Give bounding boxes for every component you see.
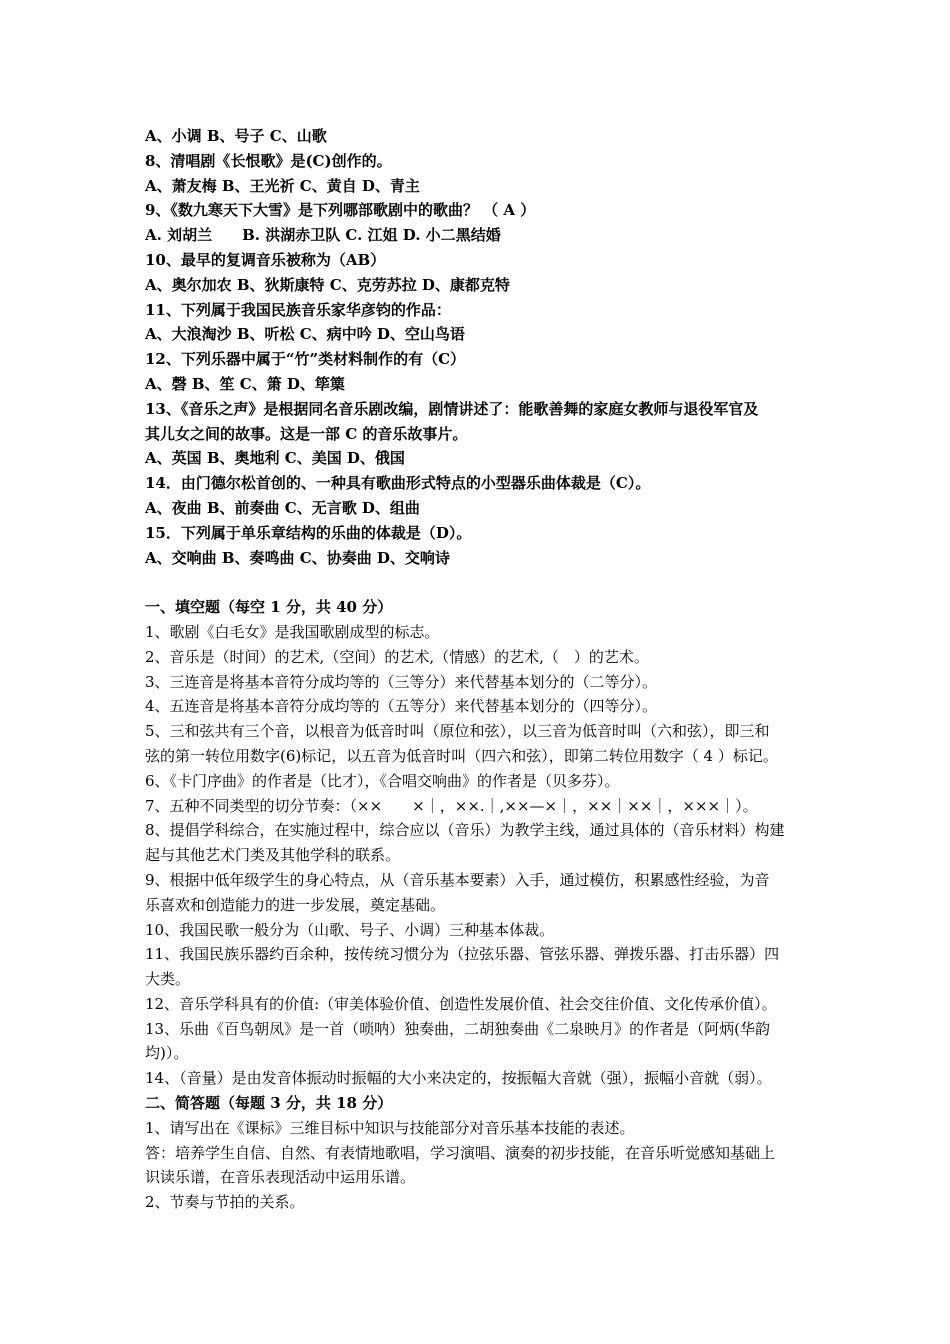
short-line: 1、请写出在《课标》三维目标中知识与技能部分对音乐基本技能的表述。 [145, 1118, 635, 1137]
mc-line: A、大浪淘沙 B、听松 C、病中吟 D、空山鸟语 [145, 325, 465, 344]
mc-line: 其儿女之间的故事。这是一部 C 的音乐故事片。 [145, 424, 468, 443]
fill-line: 11、我国民族乐器约百余种，按传统习惯分为（拉弦乐器、管弦乐器、弹拨乐器、打击乐器）四 [145, 945, 780, 964]
fill-line: 1、歌剧《白毛女》是我国歌剧成型的标志。 [145, 622, 440, 641]
fill-line: 4、五连音是将基本音符分成均等的（五等分）来代替基本划分的（四等分）。 [145, 697, 658, 716]
mc-line: A、英国 B、奥地利 C、美国 D、俄国 [145, 449, 405, 468]
mc-line: 11、下列属于我国民族音乐家华彦钧的作品： [145, 300, 451, 319]
mc-line: A、夜曲 B、前奏曲 C、无言歌 D、组曲 [145, 498, 420, 517]
fill-line: 5、三和弦共有三个音，以根音为低音时叫（原位和弦），以三音为低音时叫（六和弦），即三和 [145, 722, 770, 741]
blank-line [145, 570, 835, 595]
fill-line: 10、我国民歌一般分为（山歌、号子、小调）三种基本体裁。 [145, 920, 555, 939]
fill-line: 7、五种不同类型的切分节奏：（×× ×｜，××.｜,××—×｜，××｜××｜，×××｜）。 [145, 796, 758, 815]
fill-line: 均)）。 [145, 1044, 189, 1063]
fill-line: 6、《卡门序曲》的作者是（比才），《合唱交响曲》的作者是（贝多芬）。 [145, 771, 620, 790]
mc-line: 15．下列属于单乐章结构的乐曲的体裁是（D）。 [145, 523, 472, 542]
short-line: 2、节奏与节拍的关系。 [145, 1193, 305, 1212]
fill-line: 9、根据中低年级学生的身心特点，从（音乐基本要素）入手，通过模仿，积累感性经验，为音 [145, 870, 770, 889]
mc-line: A、磬 B、笙 C、箫 D、筚篥 [145, 374, 345, 393]
short-line: 识读乐谱，在音乐表现活动中运用乐谱。 [145, 1168, 416, 1187]
mc-line: 8、清唱剧《长恨歌》是(C)创作的。 [145, 151, 392, 170]
mc-line: A、交响曲 B、奏鸣曲 C、协奏曲 D、交响诗 [145, 548, 450, 567]
fill-line: 8、提倡学科综合，在实施过程中，综合应以（音乐）为教学主线，通过具体的（音乐材料）构建 [145, 821, 785, 840]
mc-line: 14．由门德尔松首创的、一种具有歌曲形式特点的小型器乐曲体裁是（C）。 [145, 474, 651, 493]
short-line: 答：培养学生自信、自然、有表情地歌唱，学习演唱、演奏的初步技能，在音乐听觉感知基础上 [145, 1143, 776, 1162]
fill-line: 弦的第一转位用数字(6)标记，以五音为低音时叫（四六和弦），即第二转位用数字（ 4 ）标记。 [145, 746, 778, 765]
fill-line: 12、音乐学科具有的价值:（审美体验价值、创造性发展价值、社会交往价值、文化传承价值）。 [145, 994, 777, 1013]
mc-line: 13、《音乐之声》是根据同名音乐剧改编，剧情讲述了：能歌善舞的家庭女教师与退役军官及 [145, 399, 759, 418]
fill-line: 3、三连音是将基本音符分成均等的（三等分）来代替基本划分的（二等分）。 [145, 672, 658, 691]
fill-line: 乐喜欢和创造能力的进一步发展，奠定基础。 [145, 895, 446, 914]
fill-line: 13、乐曲《百鸟朝凤》是一首（唢呐）独奏曲，二胡独奏曲《二泉映月》的作者是（阿炳(华韵 [145, 1019, 770, 1038]
section-heading-fill: 一、填空题（每空 1 分，共 40 分） [145, 598, 393, 617]
document-page [145, 124, 835, 1215]
section-heading-short: 二、简答题（每题 3 分，共 18 分） [145, 1094, 393, 1113]
mc-line: A、奥尔加农 B、狄斯康特 C、克劳苏拉 D、康都克特 [145, 275, 510, 294]
mc-line: 10、最早的复调音乐被称为（AB） [145, 250, 386, 269]
fill-line: 起与其他艺术门类及其他学科的联系。 [145, 846, 401, 865]
fill-line: 14、（音量）是由发音体振动时振幅的大小来决定的，按振幅大音就（强），振幅小音就（弱）。 [145, 1069, 772, 1088]
mc-line: A、小调 B、号子 C、山歌 [145, 127, 327, 145]
mc-line: A、萧友梅 B、王光祈 C、黄自 D、青主 [145, 176, 420, 195]
fill-line: 大类。 [145, 970, 191, 989]
mc-line: 9、《数九寒天下大雪》是下列哪部歌剧中的歌曲？ （ A ） [145, 201, 536, 220]
mc-line: 12、下列乐器中属于“竹”类材料制作的有（C） [145, 350, 466, 369]
fill-line: 2、音乐是（时间）的艺术,（空间）的艺术,（情感）的艺术,（ ）的艺术。 [145, 647, 649, 666]
mc-line: A. 刘胡兰 B. 洪湖赤卫队 C. 江姐 D. 小二黑结婚 [145, 226, 501, 245]
